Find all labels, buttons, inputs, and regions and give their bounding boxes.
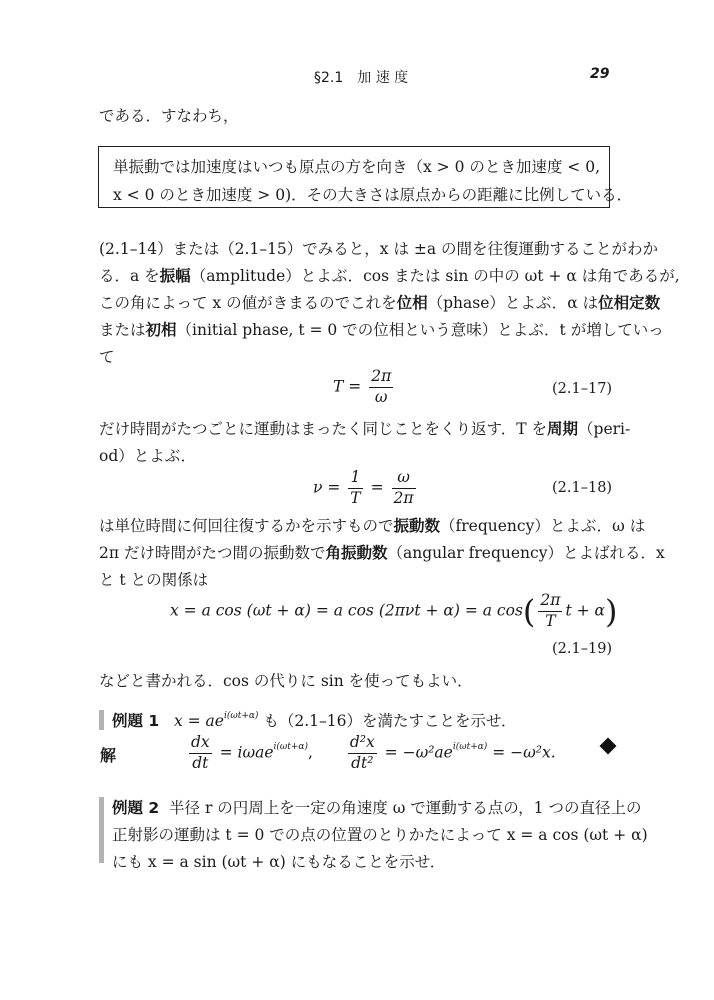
equals-sign: = [370, 478, 384, 497]
equation-2-1-18 [313, 469, 419, 508]
denominator: dt [192, 753, 209, 772]
term-angular-frequency: 角振動数 [325, 544, 388, 562]
numerator: ω [392, 469, 416, 489]
term-phase: 位相 [396, 294, 428, 312]
box-line-2: x < 0 のとき加速度 > 0)．その大きさは原点からの距離に比例している． [113, 186, 633, 204]
denominator: ω [374, 387, 388, 406]
fraction-1 [348, 469, 362, 508]
text-span: （angular frequency）とよばれる．x [387, 544, 665, 562]
denominator: T [545, 611, 556, 630]
equation-2-1-19 [170, 592, 617, 631]
para3-line-3: と t との関係は [99, 571, 209, 589]
example2-marker-bar [99, 797, 104, 863]
para1-line-5: て [99, 348, 115, 366]
text-span: この角によって x の値がきまるのでこれを [99, 294, 397, 312]
eq-main: x = a cos (ωt + α) = a cos (2πνt + α) = a cos [170, 601, 523, 620]
intro-text: である．すなわち， [99, 107, 239, 125]
para2-line-1 [99, 417, 630, 439]
sol-expr-2: = −ω²ae [384, 743, 453, 762]
left-paren: ( [522, 592, 536, 631]
sol-expr-1: = iωae [219, 743, 274, 762]
fraction [369, 368, 393, 407]
text-span: （peri- [578, 420, 631, 438]
term-phase-constant: 位相定数 [598, 294, 661, 312]
eq-tail: t + α [565, 601, 605, 620]
numerator: 1 [348, 469, 362, 489]
comma: , [308, 743, 313, 762]
right-paren: ) [605, 592, 618, 631]
text-span: （frequency）とよぶ．ω は [440, 517, 646, 535]
numerator: dx [189, 734, 212, 754]
text-span: （amplitude）とよぶ．cos または sin の中の ωt + α は角であるが, [190, 267, 680, 285]
text-span: は単位時間に何回往復するかを示すもので [99, 517, 394, 535]
example2-text-1: 半径 r の円周上を一定の角速度 ω で運動する点の，1 つの直径上の [169, 799, 642, 817]
text-span: または [99, 321, 146, 339]
example2-line-1 [112, 796, 641, 818]
numerator: d²x [348, 734, 377, 754]
text-span: （initial phase, t = 0 での位相という意味）とよぶ．t が増していっ [176, 321, 664, 339]
equation-number-18: (2.1–18) [552, 480, 613, 496]
sol-result: = −ω²x. [492, 743, 556, 762]
equation-2-1-17 [333, 368, 396, 407]
term-frequency: 振動数 [393, 517, 441, 535]
fraction [538, 592, 562, 631]
text-span: る．a を [99, 267, 160, 285]
sol-exponent-2: i(ωt+α) [452, 742, 488, 753]
example1-label: 例題 1 [112, 712, 160, 730]
solution-equation [186, 734, 556, 773]
equation-number-19: (2.1–19) [552, 641, 613, 657]
term-amplitude: 振幅 [159, 267, 191, 285]
example1-expr: x = ae [173, 712, 224, 730]
derivative-1 [189, 734, 212, 773]
page-number: 29 [590, 66, 610, 82]
equation-number-17: (2.1–17) [552, 381, 613, 397]
end-of-proof-diamond-icon [600, 738, 617, 755]
denominator: 2π [393, 488, 414, 507]
denominator: dt² [351, 753, 374, 772]
term-period: 周期 [547, 420, 579, 438]
para1-line-1: (2.1–14）または（2.1–15）でみると，x は ±a の間を往復運動することがわか [99, 240, 659, 258]
numerator: 2π [369, 368, 393, 388]
term-initial-phase: 初相 [145, 321, 177, 339]
denominator: T [350, 488, 361, 507]
example1-exponent: i(ωt+α) [223, 711, 259, 721]
para2-line-2: od）とよぶ． [99, 447, 197, 465]
eq-lhs: ν = [313, 478, 341, 497]
para3-line-2 [99, 541, 665, 563]
box-line-1: 単振動では加速度はいつも原点の方を向き（x > 0 のとき加速度 < 0, [113, 158, 601, 176]
para1-line-3 [99, 291, 660, 313]
solution-label: 解 [100, 746, 117, 765]
example1-text: も（2.1–16）を満たすことを示せ． [263, 712, 517, 730]
text-span: だけ時間がたつごとに運動はまったく同じことをくり返す．T を [99, 420, 548, 438]
text-span: 2π だけ時間がたつ間の振動数で [99, 544, 326, 562]
section-header: §2.1 加 速 度 [314, 70, 409, 86]
numerator: 2π [538, 592, 562, 612]
text-span: （phase）とよぶ．α は [427, 294, 599, 312]
example1-marker-bar [99, 710, 104, 730]
eq-lhs: T = [333, 377, 362, 396]
para3-line-1 [99, 514, 645, 536]
derivative-2 [348, 734, 377, 773]
example1 [112, 709, 517, 731]
sol-exponent-1: i(ωt+α) [273, 742, 309, 753]
example2-line-2: 正射影の運動は t = 0 での点の位置のとりかたによって x = a cos (ωt + α) [112, 826, 648, 844]
para1-line-4 [99, 318, 664, 340]
para1-line-2 [99, 264, 680, 286]
para4: などと書かれる．cos の代りに sin を使ってもよい． [99, 672, 473, 690]
example2-line-3: にも x = a sin (ωt + α) にもなることを示せ． [112, 853, 446, 871]
example2-label: 例題 2 [112, 799, 160, 817]
fraction-2 [392, 469, 416, 508]
